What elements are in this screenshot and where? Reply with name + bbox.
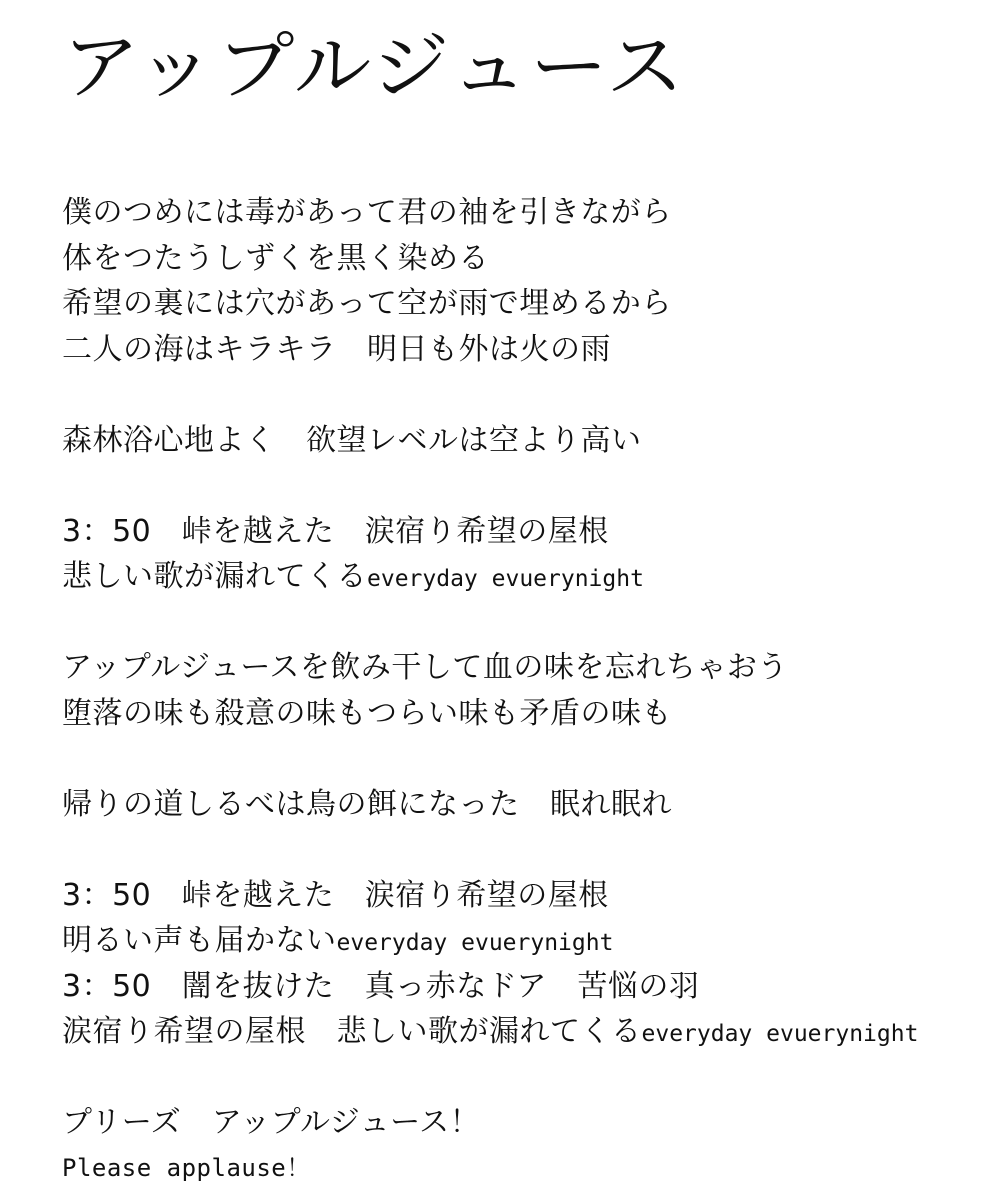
lyric-line: [62, 918, 982, 964]
stanza-gap: [62, 827, 982, 873]
lyric-line: プリーズ アップルジュース！: [62, 1105, 481, 1140]
lyric-line: 帰りの道しるべは鳥の餌になった 眠れ眠れ: [62, 786, 672, 822]
lyric-line: 二人の海はキラキラ 明日も外は火の雨: [62, 331, 611, 367]
lyric-line: 3：50 峠を越えた 涙宿り希望の屋根: [62, 513, 609, 549]
stanza-gap: [62, 372, 982, 418]
lyric-line: 3：50 闇を抜けた 真っ赤なドア 苦悩の羽: [62, 968, 700, 1004]
lyric-line: 堕落の味も殺意の味もつらい味も矛盾の味も: [62, 695, 672, 731]
stanza-gap: [62, 463, 982, 509]
stanza-gap: [62, 736, 982, 782]
lyric-line-en: everyday evuerynight: [367, 566, 644, 592]
lyric-line: 希望の裏には穴があって空が雨で埋めるから: [62, 286, 672, 321]
stanza-gap: [62, 600, 982, 646]
lyric-line: 3：50 峠を越えた 涙宿り希望の屋根: [62, 877, 609, 913]
lyric-line: [62, 1009, 982, 1055]
lyric-line-jp: 悲しい歌が漏れてくる: [62, 559, 367, 594]
lyrics-body: [62, 190, 982, 1191]
lyric-line-en: everyday evuerynight: [336, 930, 614, 956]
lyric-line: アップルジュースを飲み干して血の味を忘れちゃおう: [62, 650, 788, 685]
lyric-line-jp: 明るい声も届かない: [62, 923, 337, 958]
page-title: アップルジュース: [62, 24, 687, 110]
lyric-line-en: Please applause！: [62, 1153, 311, 1182]
lyric-line-en: everyday evuerynight: [641, 1021, 919, 1047]
lyric-line: 体をつたうしずくを黒く染める: [62, 240, 489, 276]
lyric-line: 僕のつめには毒があって君の袖を引きながら: [62, 195, 672, 230]
lyric-line: 森林浴心地よく 欲望レベルは空より高い: [62, 422, 642, 458]
lyric-line-jp: 涙宿り希望の屋根 悲しい歌が漏れてくる: [62, 1014, 642, 1049]
stanza-gap: [62, 1055, 982, 1101]
lyric-line: [62, 554, 982, 600]
